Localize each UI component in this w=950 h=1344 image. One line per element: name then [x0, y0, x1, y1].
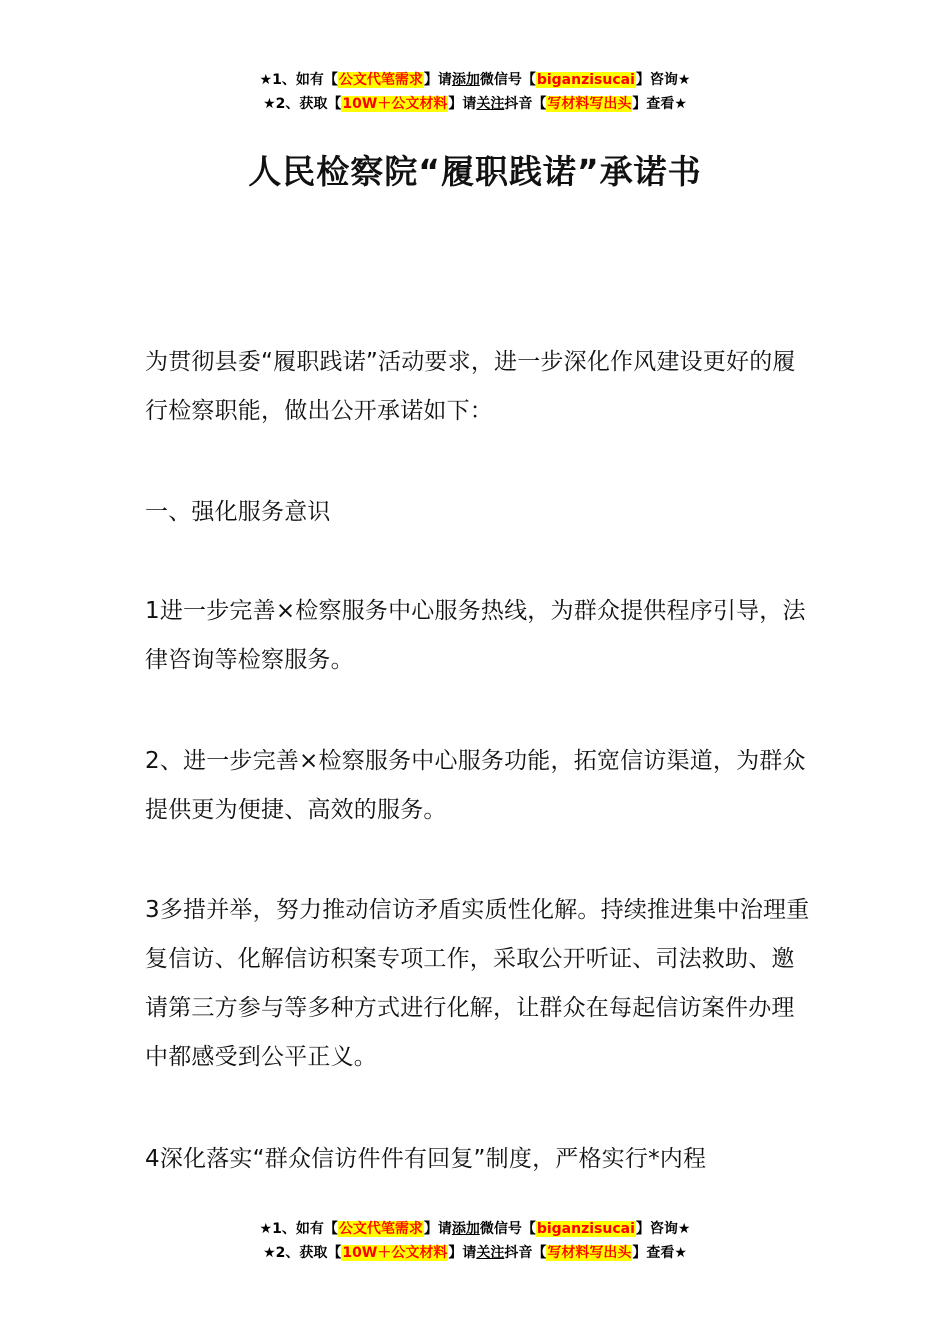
banner-text: 】请 [448, 1245, 477, 1261]
banner-line-2 [0, 1241, 950, 1265]
banner-text: 微信号【 [479, 1221, 536, 1237]
banner-highlight: 10W＋公文材料 [342, 1245, 448, 1261]
banner-text: 】咨询★ [635, 1221, 691, 1237]
banner-highlight-douyin-id: 写材料写出头 [547, 1245, 632, 1261]
banner-text: 】请 [423, 1221, 452, 1237]
banner-text: ★2、获取【 [263, 96, 342, 112]
banner-highlight: 公文代笔需求 [338, 72, 423, 88]
banner-text: 】查看★ [632, 96, 687, 112]
banner-text: 】查看★ [632, 1245, 687, 1261]
banner-underlined-text: 添加 [451, 72, 480, 88]
banner-highlight: 10W＋公文材料 [342, 96, 448, 112]
banner-text: ★2、获取【 [263, 1245, 342, 1261]
paragraph-item-2: 2、进一步完善×检察服务中心服务功能，拓宽信访渠道，为群众提供更为便捷、高效的服务。 [145, 748, 806, 823]
banner-highlight-douyin-id: 写材料写出头 [547, 96, 632, 112]
banner-text: 】咨询★ [635, 72, 691, 88]
paragraph-item-3: 3多措并举，努力推动信访矛盾实质性化解。持续推进集中治理重复信访、化解信访积案专项工作，采取公开听证、司法救助、邀请第三方参与等多种方式进行化解，让群众在每起信访案件办理中都感受到公平正义。 [145, 897, 810, 1070]
top-banner [0, 68, 950, 116]
section-heading: 一、强化服务意识 [145, 499, 331, 525]
paragraph-item-1: 1进一步完善×检察服务中心服务热线，为群众提供程序引导，法律咨询等检察服务。 [145, 598, 806, 673]
banner-text: 抖音【 [504, 96, 547, 112]
paragraph-item-4: 4深化落实“群众信访件件有回复”制度，严格实行*内程 [145, 1146, 707, 1172]
paragraph-intro: 为贯彻县委“履职践诺”活动要求，进一步深化作风建设更好的履行检察职能，做出公开承诺如下： [145, 349, 796, 424]
banner-line-2 [0, 92, 950, 116]
banner-text: 抖音【 [504, 1245, 547, 1261]
banner-underlined-text: 添加 [451, 1221, 480, 1237]
banner-highlight-wechat-id: biganzisucai [536, 72, 635, 88]
banner-text: 微信号【 [479, 72, 536, 88]
banner-text: 】请 [423, 72, 452, 88]
banner-line-1 [0, 1217, 950, 1241]
banner-text: 】请 [448, 96, 477, 112]
banner-line-1 [0, 68, 950, 92]
banner-underlined-text: 关注 [476, 96, 505, 112]
banner-text: ★1、如有【 [259, 72, 338, 88]
banner-text: ★1、如有【 [259, 1221, 338, 1237]
bottom-banner [0, 1217, 950, 1265]
document-title: 人民检察院“履职践诺”承诺书 [248, 152, 702, 191]
banner-highlight: 公文代笔需求 [338, 1221, 423, 1237]
banner-highlight-wechat-id: biganzisucai [536, 1221, 635, 1237]
banner-underlined-text: 关注 [476, 1245, 505, 1261]
